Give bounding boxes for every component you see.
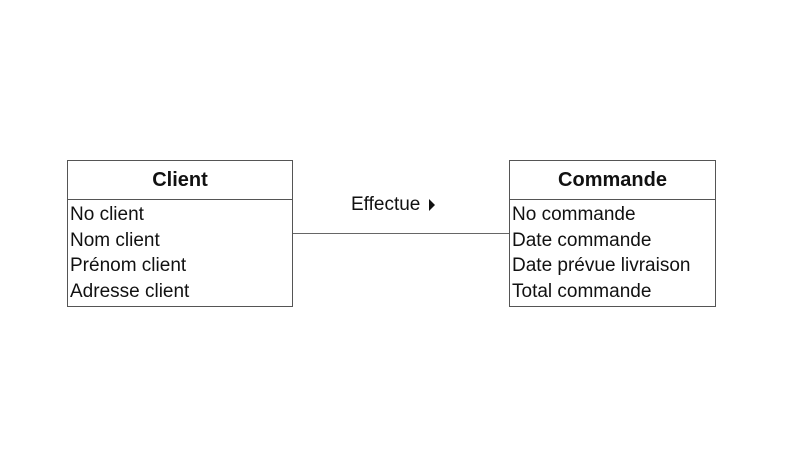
attribute: No client <box>70 204 144 225</box>
association-label <box>351 192 435 218</box>
class-name: Commande <box>510 161 715 200</box>
attribute: Prénom client <box>70 255 187 276</box>
attribute: No commande <box>512 204 636 225</box>
association-name: Effectue <box>351 194 421 215</box>
attribute: Total commande <box>512 280 652 302</box>
attribute: Adresse client <box>70 280 190 302</box>
class-commande[interactable] <box>509 160 716 307</box>
class-client[interactable] <box>67 160 293 307</box>
attribute-list <box>510 200 715 304</box>
class-name: Client <box>68 161 292 200</box>
attribute: Date prévue livraison <box>512 255 691 276</box>
attribute: Nom client <box>70 229 160 251</box>
association-line[interactable] <box>293 233 509 234</box>
attribute-list <box>68 200 292 304</box>
attribute: Date commande <box>512 229 652 251</box>
triangle-right-icon <box>429 199 435 211</box>
